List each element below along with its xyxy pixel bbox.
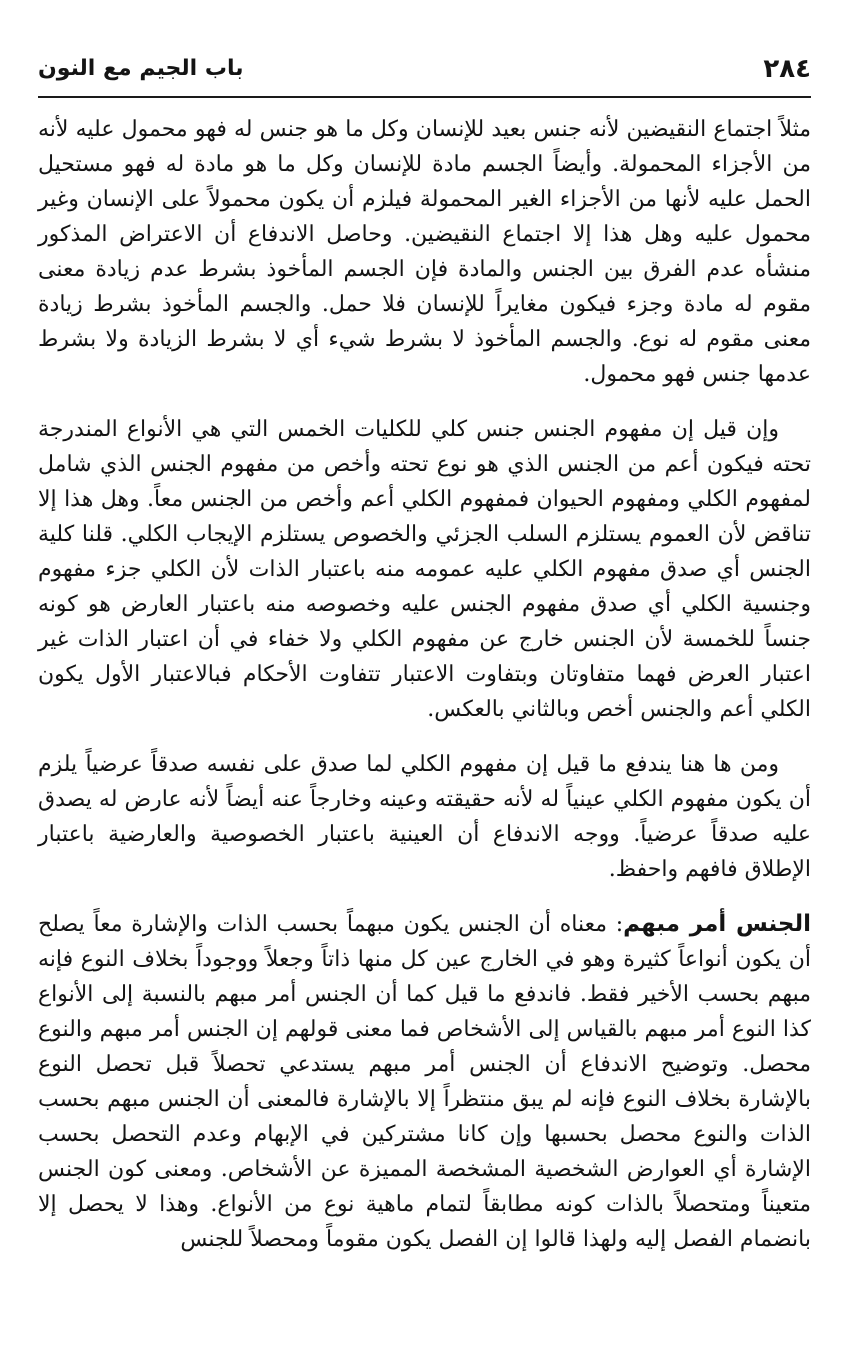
page-header [38, 50, 811, 98]
page-body [38, 112, 811, 1257]
paragraph-entry [38, 907, 811, 1257]
page-number: ٢٨٤ [763, 54, 811, 84]
entry-term: الجنس أمر مبهم [623, 911, 811, 937]
running-title: باب الجيم مع النون [38, 56, 244, 81]
paragraph: ومن ها هنا يندفع ما قيل إن مفهوم الكلي لما صدق على نفسه صدقاً عرضياً يلزم أن يكون مفهوم الكلي عينياً له لأنه حقيقته وعينه وخارجاً عنه أيضاً لأنه عارض له يصدق عليه صدقاً عرضياً. ووجه الاندفاع أن العينية باعتبار الخصوصية والعارضية باعتبار الإطلاق فافهم واحفظ. [38, 752, 811, 882]
entry-text: : معناه أن الجنس يكون مبهماً بحسب الذات والإشارة معاً يصلح أن يكون أنواعاً كثيرة وهو في الخارج عين كل منها ذاتاً وجعلاً ووجوداً بخلاف النوع فإنه مبهم بحسب الأخير فقط. فاندفع ما قيل كما أن الجنس أمر مبهم بالنسبة إلى الأنواع كذا النوع أمر مبهم بالقياس إلى الأشخاص فما معنى قولهم إن الجنس أمر مبهم والنوع محصل. وتوضيح الاندفاع أن الجنس أمر مبهم يستدعي تحصلاً قبل تحصل النوع بالإشارة بخلاف النوع فإنه لم يبق منتظراً إلا بالإشارة فالمعنى أن الجنس مبهم بحسب الذات والنوع محصل بحسبها وإن كانا مشتركين في الإبهام وعدم التحصل بحسب الإشارة أي العوارض الشخصية المشخصة المميزة عن الأشخاص. ومعنى كون الجنس متعيناً ومتحصلاً بالذات كونه مطابقاً لتمام ماهية نوع من الأنواع. وهذا لا يحصل إلا بانضمام الفصل إليه ولهذا قالوا إن الفصل يكون مقوماً ومحصلاً للجنس [38, 912, 811, 1252]
paragraph: مثلاً اجتماع النقيضين لأنه جنس بعيد للإنسان وكل ما هو جنس له فهو محمول عليه لأنه من الأجزاء المحمولة. وأيضاً الجسم مادة للإنسان وكل ما هو مادة له فهو مستحيل الحمل عليه لأنها من الأجزاء الغير المحمولة فيلزم أن يكون محمولاً على الإنسان وغير محمول عليه وهل هذا إلا اجتماع النقيضين. وحاصل الاندفاع أن الاعتراض المذكور منشأه عدم الفرق بين الجنس والمادة فإن الجسم المأخوذ بشرط عدم زيادة معنى مقوم له مادة وجزء فيكون مغايراً للإنسان فلا حمل. والجسم المأخوذ بشرط زيادة معنى مقوم له نوع. والجسم المأخوذ لا بشرط شيء أي لا بشرط الزيادة ولا بشرط عدمها جنس فهو محمول. [38, 117, 812, 387]
paragraph: وإن قيل إن مفهوم الجنس جنس كلي للكليات الخمس التي هي الأنواع المندرجة تحته فيكون أعم من الجنس الذي هو نوع تحته وأخص من مفهوم الجنس الذي شامل لمفهوم الكلي ومفهوم الحيوان فمفهوم الكلي أعم وأخص من الجنس معاً. وهل هذا إلا تناقض لأن العموم يستلزم السلب الجزئي والخصوص يستلزم الإيجاب الكلي. قلنا كلية الجنس أي صدق مفهوم الكلي عليه عمومه منه باعتبار الذات لأن الكلي جزء مفهوم وجنسية الكلي أي صدق مفهوم الجنس عليه وخصوصه منه باعتبار العارض هو كونه جنساً للخمسة لأن الجنس خارج عن مفهوم الكلي ولا خفاء في أن اعتبار الذات غير اعتبار العرض فهما متفاوتان وبتفاوت الاعتبار تتفاوت الأحكام فبالاعتبار الأول يكون الكلي أعم والجنس أخص وبالثاني بالعكس. [38, 417, 811, 722]
